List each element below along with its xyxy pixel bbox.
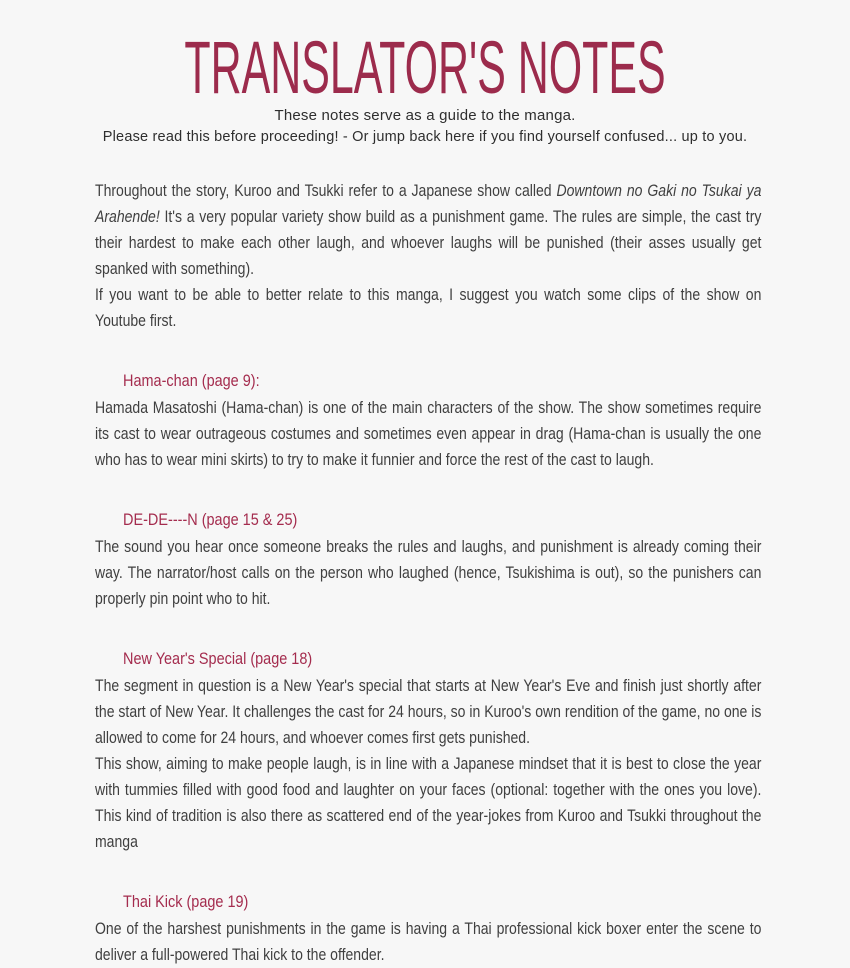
section-body-new-years-special-1: The segment in question is a New Year's special that starts at New Year's Eve and finish just shortly after the start of New Year. It challenges the cast for 24 hours, so in Kuroo's own rendition of the game, no one is allowed to come for 24 hours, and whoever comes first gets punished. [95,677,762,747]
section-new-years-special [95,647,761,855]
intro-paragraph-2: If you want to be able to better relate to this manga, I suggest you watch some clips of the show on Youtube first. [95,286,762,330]
intro-text-before-show-title: Throughout the story, Kuroo and Tsukki refer to a Japanese show called [95,182,557,200]
intro-paragraph-1 [95,178,761,282]
page-title: TRANSLATOR'S NOTES [184,26,666,109]
section-heading-de-de-n: DE-DE----N (page 15 & 25) [123,510,298,529]
section-heading-new-years-special: New Year's Special (page 18) [123,649,313,668]
section-heading-thai-kick: Thai Kick (page 19) [123,892,249,911]
intro-text-after-show-title: It's a very popular variety show build as a punishment game. The rules are simple, the cast try their hardest to make each other laugh, and whoever laughs will be punished (their asses usually get spanked with something). [95,208,762,278]
section-body-de-de-n: The sound you hear once someone breaks the rules and laughs, and punishment is already coming their way. The narrator/host calls on the person who laughed (hence, Tsukishima is out), so the punishers can properly pin point who to hit. [95,538,762,608]
subtitle-line-2: Please read this before proceeding! - Or jump back here if you find yourself confused... up to you. [102,129,748,145]
subtitle-line-1: These notes serve as a guide to the manga. [274,107,576,124]
show-title-italic: Downtown no Gaki no Tsukai ya Arahende! [95,182,762,226]
section-de-de-n [95,508,761,612]
section-thai-kick [95,890,761,968]
section-hama-chan [95,369,761,473]
section-body-new-years-special-2: This show, aiming to make people laugh, is in line with a Japanese mindset that it is best to close the year with tummies filled with good food and laughter on your faces (optional: together with the ones you love). This kind of tradition is also there as scattered end of the year-jokes from Kuroo and Tsukki throughout the manga [95,755,762,851]
section-heading-hama-chan: Hama-chan (page 9): [123,371,260,390]
section-body-hama-chan: Hamada Masatoshi (Hama-chan) is one of the main characters of the show. The show sometimes require its cast to wear outrageous costumes and sometimes even appear in drag (Hama-chan is usually the one who has to wear mini skirts) to try to make it funnier and force the rest of the cast to laugh. [95,399,762,469]
notes-content [95,178,761,968]
section-body-thai-kick: One of the harshest punishments in the game is having a Thai professional kick boxer enter the scene to deliver a full-powered Thai kick to the offender. [95,920,762,964]
